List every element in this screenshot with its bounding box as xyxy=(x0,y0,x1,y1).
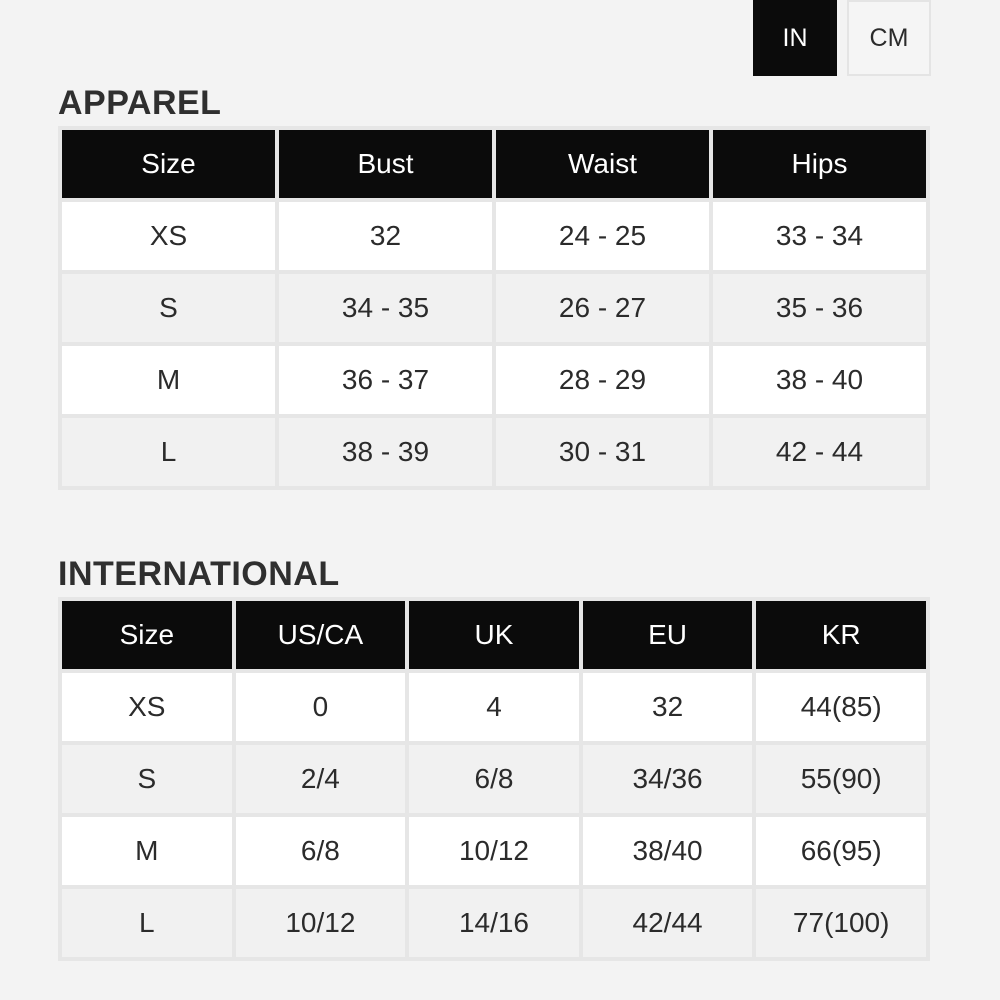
table-cell: 38 - 39 xyxy=(279,418,492,486)
unit-toggle xyxy=(753,0,931,76)
table-cell: 0 xyxy=(236,673,406,741)
international-size-table xyxy=(58,597,930,961)
column-header: UK xyxy=(409,601,579,669)
column-header: KR xyxy=(756,601,926,669)
table-row xyxy=(62,817,926,885)
table-cell: S xyxy=(62,745,232,813)
column-header: Hips xyxy=(713,130,926,198)
column-header: US/CA xyxy=(236,601,406,669)
table-header-row xyxy=(62,130,926,198)
unit-cm-button[interactable]: CM xyxy=(847,0,931,76)
table-row xyxy=(62,274,926,342)
table-row xyxy=(62,673,926,741)
table-cell: 10/12 xyxy=(409,817,579,885)
table-cell: 34 - 35 xyxy=(279,274,492,342)
table-cell: 6/8 xyxy=(409,745,579,813)
table-cell: 2/4 xyxy=(236,745,406,813)
table-cell: 6/8 xyxy=(236,817,406,885)
table-cell: 34/36 xyxy=(583,745,753,813)
table-cell: 24 - 25 xyxy=(496,202,709,270)
table-cell: XS xyxy=(62,673,232,741)
table-cell: 77(100) xyxy=(756,889,926,957)
table-row xyxy=(62,202,926,270)
table-cell: 66(95) xyxy=(756,817,926,885)
table-cell: 32 xyxy=(279,202,492,270)
table-cell: 38/40 xyxy=(583,817,753,885)
table-cell: M xyxy=(62,817,232,885)
table-row xyxy=(62,418,926,486)
table-cell: XS xyxy=(62,202,275,270)
apparel-size-table xyxy=(58,126,930,490)
table-cell: 55(90) xyxy=(756,745,926,813)
table-cell: 30 - 31 xyxy=(496,418,709,486)
table-cell: 44(85) xyxy=(756,673,926,741)
column-header: EU xyxy=(583,601,753,669)
table-cell: 26 - 27 xyxy=(496,274,709,342)
unit-in-button[interactable]: IN xyxy=(753,0,837,76)
table-row xyxy=(62,346,926,414)
table-cell: 10/12 xyxy=(236,889,406,957)
table-cell: 32 xyxy=(583,673,753,741)
table-cell: 4 xyxy=(409,673,579,741)
table-cell: 28 - 29 xyxy=(496,346,709,414)
table-row xyxy=(62,889,926,957)
column-header: Size xyxy=(62,130,275,198)
table-cell: 42 - 44 xyxy=(713,418,926,486)
table-cell: 42/44 xyxy=(583,889,753,957)
table-cell: 38 - 40 xyxy=(713,346,926,414)
table-header-row xyxy=(62,601,926,669)
table-cell: M xyxy=(62,346,275,414)
table-cell: S xyxy=(62,274,275,342)
column-header: Size xyxy=(62,601,232,669)
table-cell: L xyxy=(62,418,275,486)
table-cell: 33 - 34 xyxy=(713,202,926,270)
table-cell: L xyxy=(62,889,232,957)
table-cell: 36 - 37 xyxy=(279,346,492,414)
table-cell: 14/16 xyxy=(409,889,579,957)
table-row xyxy=(62,745,926,813)
international-section-title: INTERNATIONAL xyxy=(58,555,340,593)
column-header: Bust xyxy=(279,130,492,198)
table-cell: 35 - 36 xyxy=(713,274,926,342)
column-header: Waist xyxy=(496,130,709,198)
apparel-section-title: APPAREL xyxy=(58,84,222,122)
